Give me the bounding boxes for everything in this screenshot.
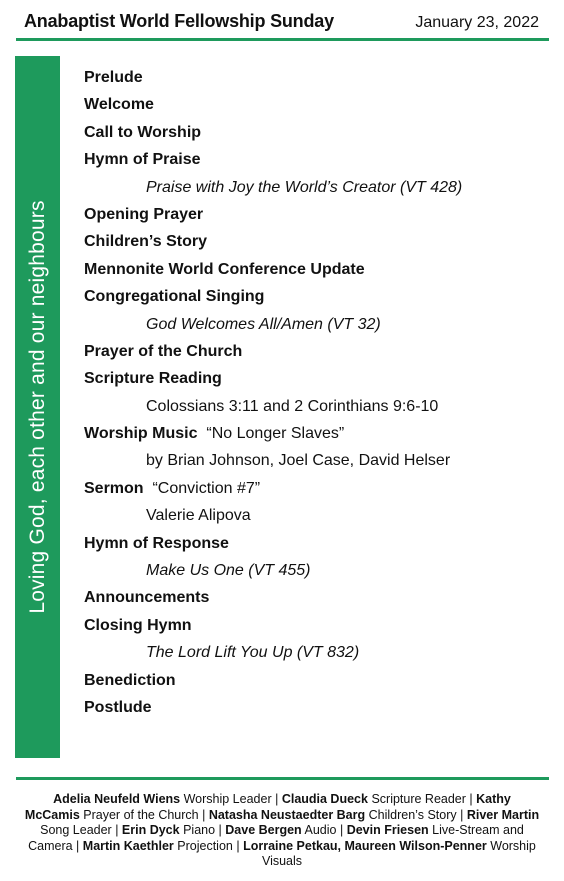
- credit-entry: [243, 839, 536, 869]
- credit-entry: [83, 839, 233, 853]
- service-item: [84, 338, 534, 365]
- credit-role: Song Leader: [40, 823, 112, 837]
- credit-name: Martin Kaethler: [82, 838, 174, 853]
- credit-role: Worship Visuals: [261, 838, 536, 868]
- credit-role: Worship Leader: [183, 792, 272, 806]
- credit-role: Scripture Reader: [371, 792, 466, 806]
- order-of-service: [84, 64, 534, 721]
- service-item: [84, 420, 534, 447]
- service-item-label: Opening Prayer: [84, 205, 204, 223]
- service-date: January 23, 2022: [415, 14, 539, 31]
- service-item: [84, 256, 534, 283]
- service-item-label: Congregational Singing: [84, 288, 265, 306]
- service-item: [84, 91, 534, 118]
- credit-name: Devin Friesen: [346, 823, 429, 837]
- service-item: [84, 146, 534, 173]
- credit-role: Children’s Story: [368, 807, 457, 822]
- service-item-detail: “No Longer Slaves”: [206, 425, 345, 443]
- bottom-divider: [16, 777, 549, 780]
- service-item-detail-line: Make Us One (VT 455): [146, 562, 311, 580]
- credit-name: Kathy McCamis: [24, 792, 511, 822]
- service-item-label: Scripture Reading: [84, 370, 222, 388]
- service-item: [84, 365, 534, 392]
- service-item: [84, 201, 534, 228]
- credit-name: Dave Bergen: [225, 823, 302, 837]
- service-item-label: Benediction: [84, 671, 176, 689]
- service-item: [84, 530, 534, 557]
- service-item-detail-line: Valerie Alipova: [146, 507, 251, 525]
- service-item-label: Sermon: [84, 479, 144, 497]
- service-item: [84, 584, 534, 611]
- credit-name: Adelia Neufeld Wiens: [53, 792, 181, 806]
- service-item-label: Postlude: [84, 698, 152, 716]
- credit-role: Prayer of the Church: [83, 807, 199, 822]
- service-item-detail-line: Praise with Joy the World’s Creator (VT 428): [146, 178, 463, 196]
- service-item: [84, 64, 534, 91]
- credit-entry: [225, 823, 336, 837]
- credit-name: Erin Dyck: [121, 823, 180, 837]
- service-item-label: Hymn of Response: [84, 534, 229, 552]
- service-item-label: Hymn of Praise: [84, 151, 201, 169]
- credit-role: Projection: [177, 838, 233, 853]
- credit-entry: [282, 792, 466, 806]
- service-item-detail-line: God Welcomes All/Amen (VT 32): [146, 315, 381, 333]
- credit-entry: [122, 823, 215, 837]
- service-item-detail-line: Colossians 3:11 and 2 Corinthians 9:6-10: [146, 397, 439, 415]
- service-item: [84, 475, 534, 502]
- credit-name: Natasha Neustaedter Barg: [208, 807, 366, 822]
- service-item-label: Welcome: [84, 96, 154, 114]
- service-item-label: Closing Hymn: [84, 616, 192, 634]
- credit-name: Claudia Dueck: [281, 792, 368, 806]
- service-item: [84, 283, 534, 310]
- credit-role: Piano: [183, 823, 216, 837]
- service-item: [84, 228, 534, 255]
- service-item-label: Prelude: [84, 69, 143, 86]
- service-item-detail-line: by Brian Johnson, Joel Case, David Helser: [146, 452, 451, 470]
- service-item: [84, 667, 534, 694]
- service-item: [84, 119, 534, 146]
- credit-role: Audio: [304, 823, 337, 837]
- page-title: Anabaptist World Fellowship Sunday: [24, 11, 334, 31]
- credit-name: Lorraine Petkau, Maureen Wilson-Penner: [243, 838, 487, 853]
- service-item-detail: “Conviction #7”: [152, 479, 261, 497]
- service-item: [84, 612, 534, 639]
- sidebar-banner: [15, 56, 60, 758]
- credit-entry: [53, 792, 272, 806]
- credits: Adelia Neufeld Wiens Worship Leader | Claudia Dueck Scripture Reader | Kathy McCamis Prayer of the Church | Natasha Neustaedter Barg Children’s Story | River Martin Song Leader | Erin Dyck Piano | Dave Bergen Audio | Devin Friesen Live-Stream and Camera | Martin Kaethler Projection | Lorraine Petkau, Maureen Wilson-Penner Worship Visuals: [24, 792, 540, 868]
- service-item: [84, 694, 534, 721]
- credit-name: River Martin: [466, 807, 540, 822]
- service-item-label: Call to Worship: [84, 123, 202, 141]
- sidebar-motto: Loving God, each other and our neighbours: [25, 200, 49, 614]
- service-item-detail-line: The Lord Lift You Up (VT 832): [146, 644, 360, 662]
- credit-entry: [209, 808, 457, 822]
- service-item-label: Worship Music: [84, 425, 198, 443]
- top-divider: [16, 38, 549, 41]
- service-item-label: Mennonite World Conference Update: [84, 260, 365, 278]
- service-item-label: Announcements: [84, 589, 210, 607]
- service-item-label: Children’s Story: [84, 233, 207, 251]
- service-item-label: Prayer of the Church: [84, 342, 243, 360]
- credit-role: Live-Stream and Camera: [28, 823, 524, 853]
- header: [16, 8, 549, 36]
